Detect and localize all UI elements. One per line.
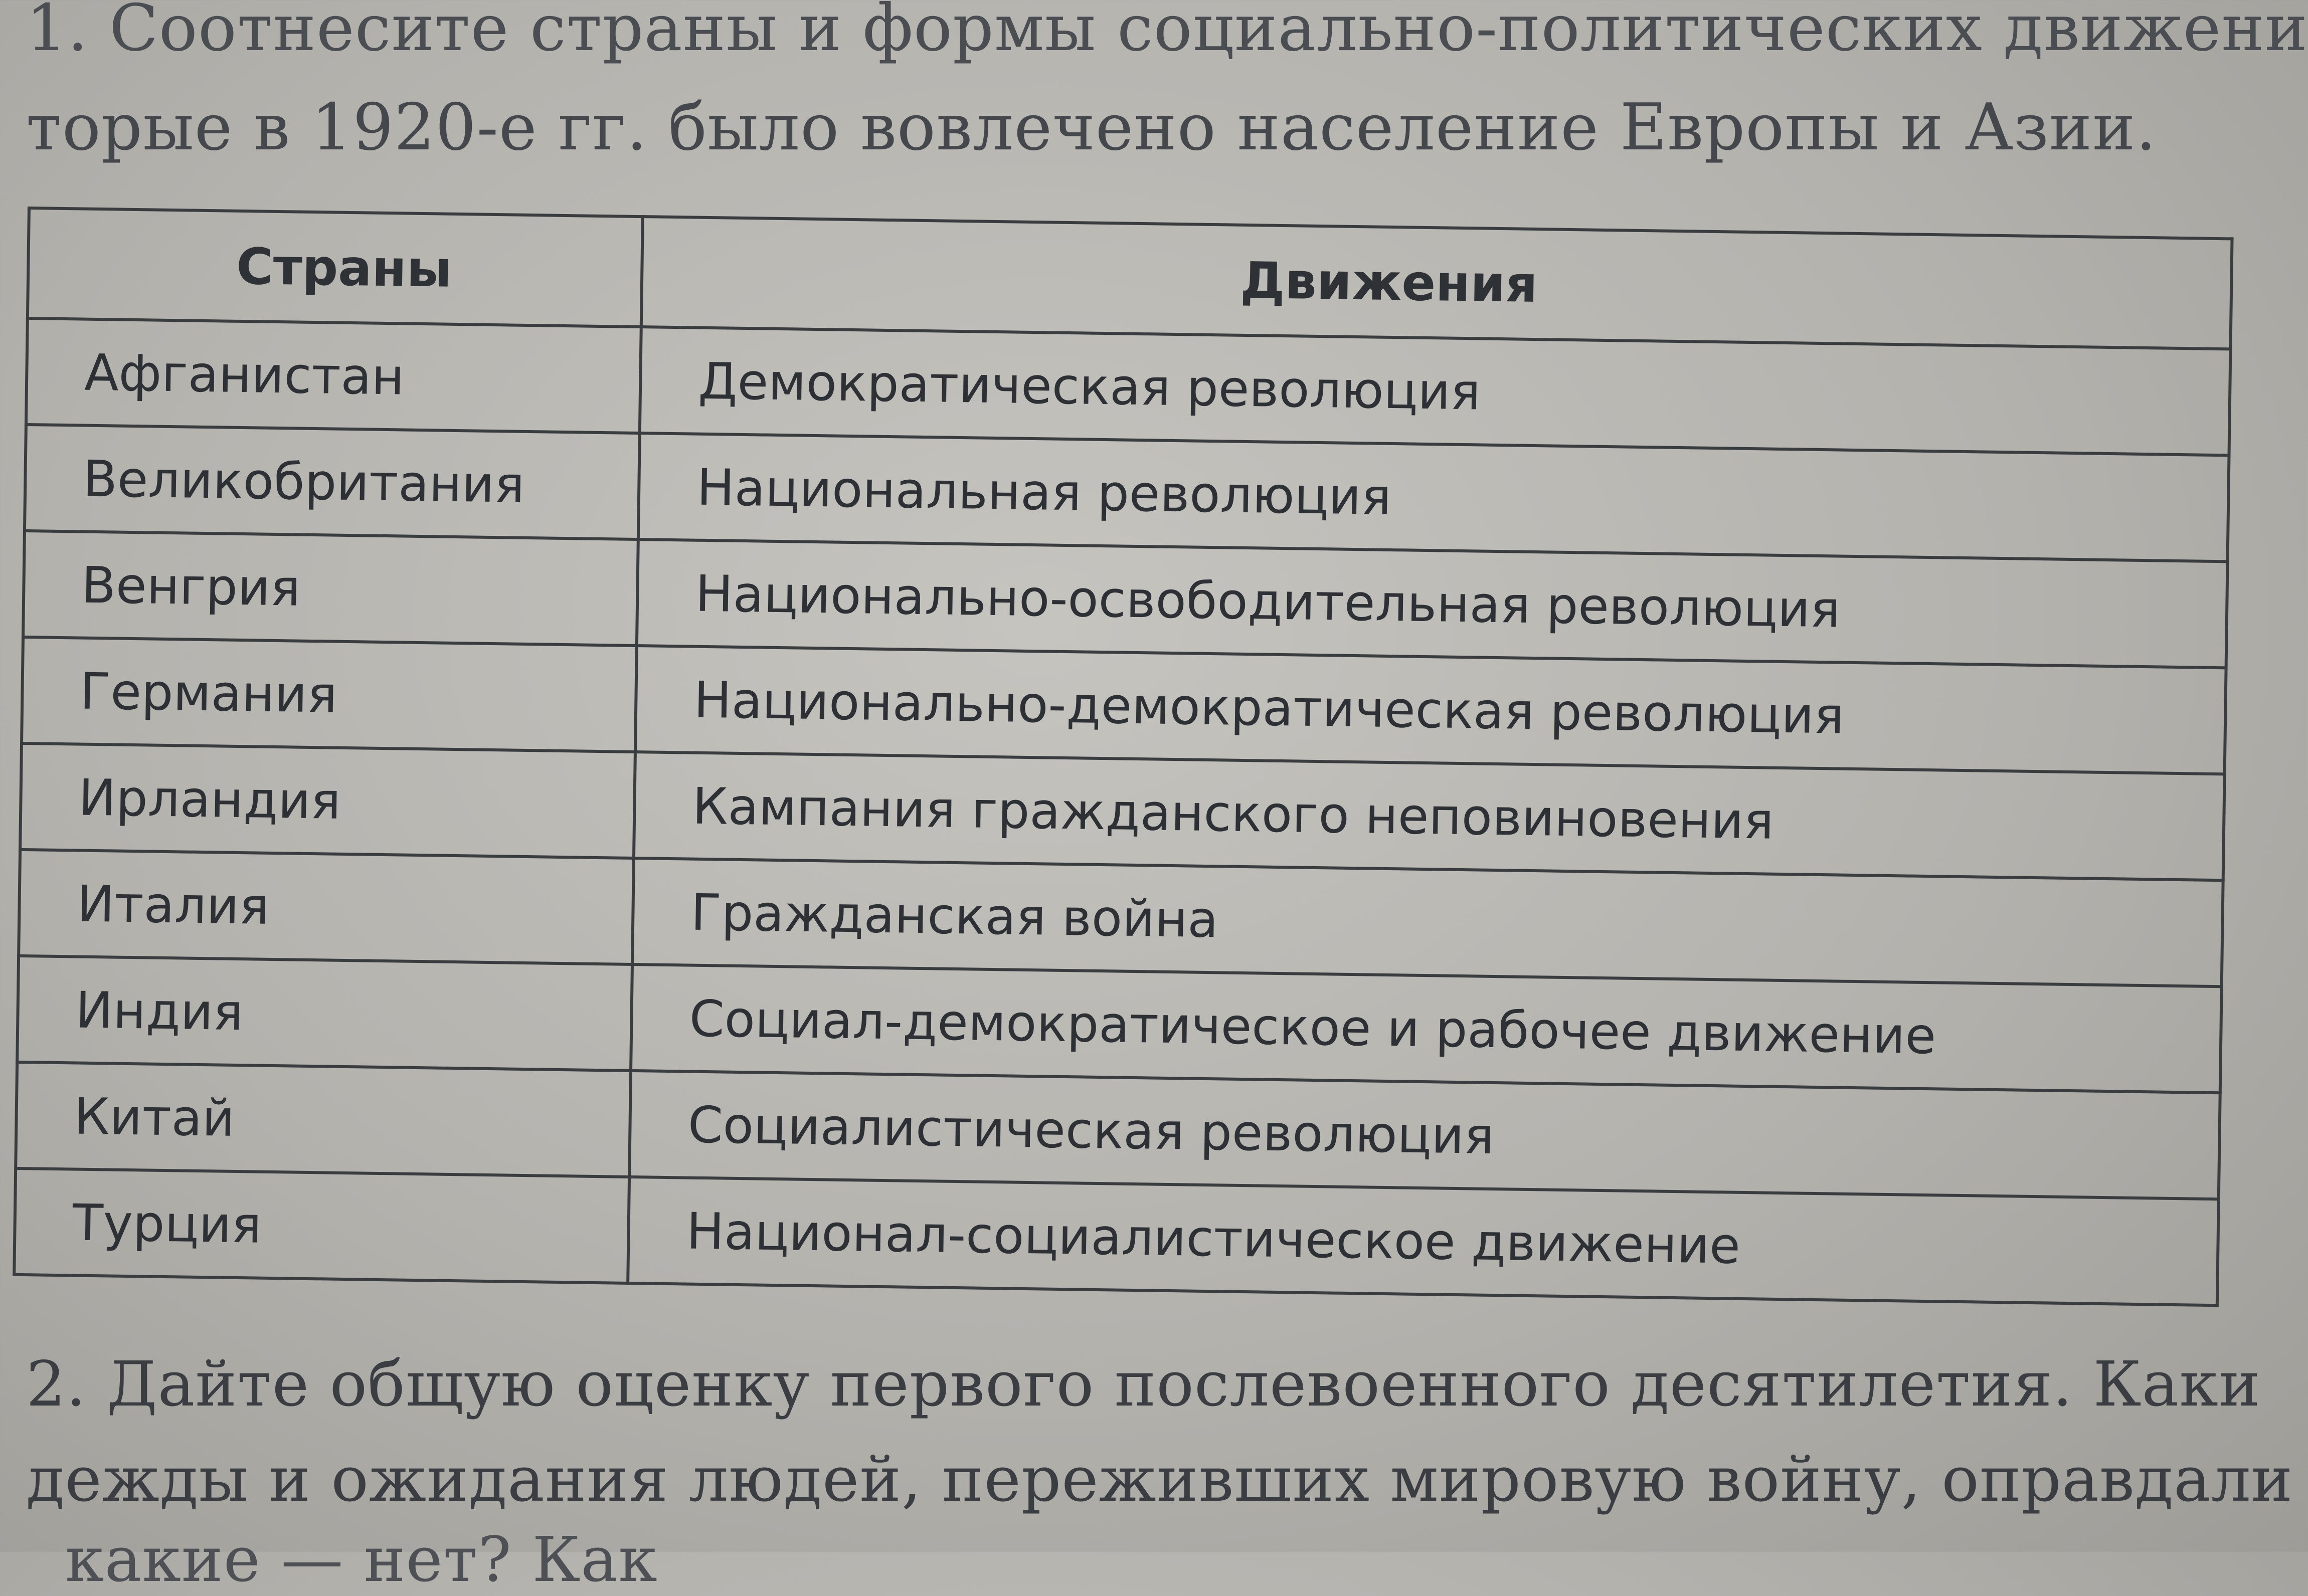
country-cell: Ирландия: [20, 743, 635, 858]
movement-cell: Национально-освободительная революция: [637, 539, 2227, 668]
movement-cell: Социал-демократическое и рабочее движение: [631, 964, 2221, 1093]
movement-cell: Социалистическая революция: [629, 1071, 2220, 1199]
country-cell: Венгрия: [23, 531, 638, 646]
country-cell: Афганистан: [26, 318, 641, 433]
task-1-text-line-1: 1. Соотнесите страны и формы социально-политических движени: [26, 0, 2308, 66]
movement-cell: Гражданская война: [632, 858, 2223, 986]
movement-cell: Национально-демократическая революция: [635, 646, 2226, 774]
country-cell: Индия: [17, 956, 632, 1071]
matching-table-container: [13, 207, 2233, 1307]
countries-header: Страны: [28, 208, 643, 327]
country-cell: Турция: [14, 1168, 629, 1283]
country-cell: Великобритания: [25, 425, 640, 539]
movement-cell: Национал-социалистическое движение: [628, 1177, 2219, 1305]
movements-header: Движения: [641, 217, 2232, 349]
task-2-text-line-2: дежды и ожидания людей, переживших мировую войну, оправдали: [26, 1444, 2293, 1516]
country-cell: Германия: [22, 637, 637, 752]
movement-cell: Кампания гражданского неповиновения: [634, 752, 2224, 880]
matching-table: [13, 207, 2233, 1307]
country-cell: Италия: [19, 850, 634, 964]
movement-cell: Национальная революция: [638, 433, 2229, 561]
country-cell: Китай: [16, 1062, 631, 1177]
task-2-text-line-1: 2. Дайте общую оценку первого послевоенного десятилетия. Каки: [26, 1348, 2261, 1421]
movement-cell: Демократическая революция: [640, 327, 2230, 455]
task-1-text-line-2: торые в 1920-е гг. было вовлечено население Европы и Азии.: [26, 90, 2157, 165]
task-2-text-line-3: какие — нет? Как: [65, 1524, 658, 1596]
